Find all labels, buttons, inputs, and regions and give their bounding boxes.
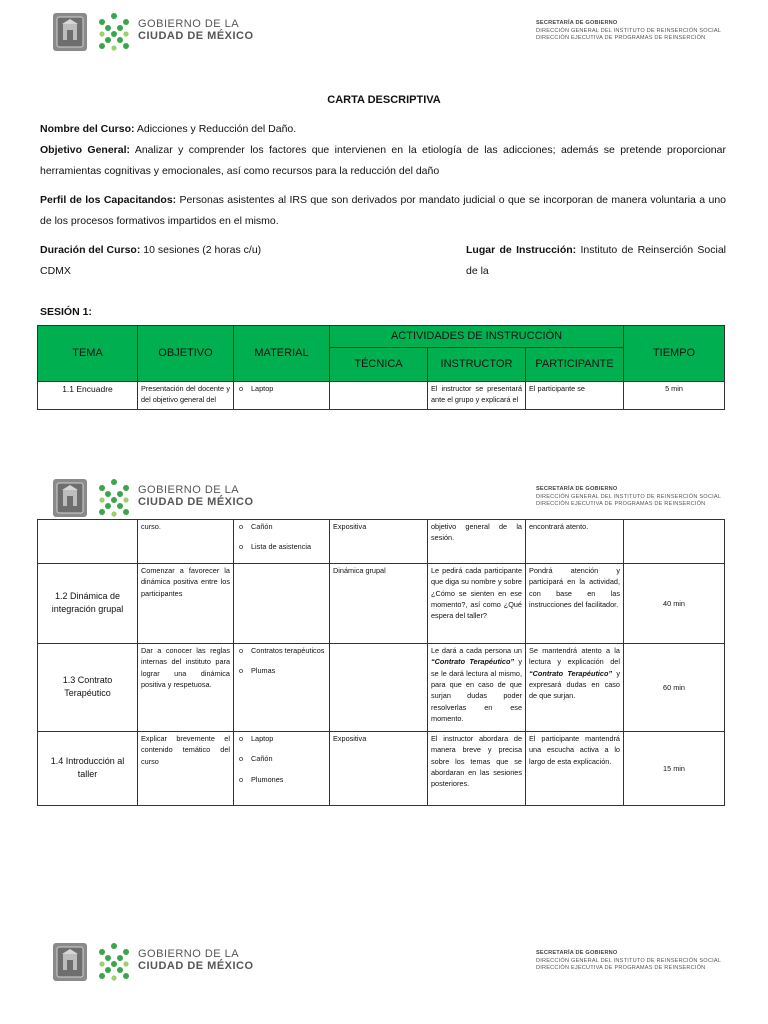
cell-tiempo (624, 520, 725, 564)
material-item: o Contratos terapéuticos (251, 645, 326, 656)
secretaria-block: SECRETARÍA DE GOBIERNO DIRECCIÓN GENERAL DEL INSTITUTO DE REINSERCIÓN SOCIAL DIRECCIÓN EJECUTIVA DE PROGRAMAS DE REINSERCIÓN (536, 950, 722, 972)
cell-objetivo: Presentación del docente y del objetivo general del (138, 382, 234, 410)
location-label: Lugar de Instrucción: (466, 244, 577, 256)
header-participante: PARTICIPANTE (526, 348, 624, 382)
cell-instructor: El instructor se presentará ante el grupo y explicará el (428, 382, 526, 410)
course-name-label: Nombre del Curso: (40, 123, 135, 135)
material-item: o Cañón (251, 521, 326, 532)
cell-material (234, 731, 330, 805)
table-row (38, 520, 725, 564)
cell-tiempo: 40 min (624, 563, 725, 643)
material-item: o Cañón (251, 753, 326, 764)
header-objetivo: OBJETIVO (138, 326, 234, 382)
cell-instructor: El instructor abordara de manera breve y precisa sobre los temas que se abordaran en las sesiones posteriores. (428, 731, 526, 805)
session-table (37, 325, 725, 410)
cell-tema: 1.2 Dinámica de integración grupal (38, 563, 138, 643)
header-tiempo: TIEMPO (624, 326, 725, 382)
cell-tema: 1.3 Contrato Terapéutico (38, 643, 138, 731)
table-row (38, 563, 725, 643)
location-continuation: CDMX (40, 265, 71, 277)
header-instructor: INSTRUCTOR (428, 348, 526, 382)
cell-participante: El participante se (526, 382, 624, 410)
duration-label: Duración del Curso: (40, 244, 141, 256)
cell-instructor: objetivo general de la sesión. (428, 520, 526, 564)
general-objective-label: Objetivo General: (40, 144, 130, 156)
cell-objetivo: Dar a conocer las reglas internas del instituto para lograr una dinámica positiva y respetuosa. (138, 643, 234, 731)
cell-participante: Pondrá atención y participará en la actividad, con base en las instrucciones del facilitador. (526, 563, 624, 643)
page-header (0, 942, 768, 1002)
trainee-profile (40, 190, 726, 232)
gobierno-cdmx-wordmark: GOBIERNO DE LA CIUDAD DE MÉXICO (138, 948, 254, 972)
table-row (38, 731, 725, 805)
cell-tema: 1.1 Encuadre (38, 382, 138, 410)
trainee-profile-label: Perfil de los Capacitandos: (40, 194, 177, 206)
header-tema: TEMA (38, 326, 138, 382)
cell-material (234, 643, 330, 731)
course-name-line (40, 119, 726, 140)
material-item: o Lista de asistencia (251, 541, 326, 552)
cell-material (234, 382, 330, 410)
cell-material (234, 563, 330, 643)
location-value: Instituto de Reinserción Social de la (466, 244, 726, 277)
cell-tecnica (330, 643, 428, 731)
participant-text: Se mantendrá atento a la lectura y explicación del (529, 645, 620, 667)
cell-tiempo: 5 min (624, 382, 725, 410)
cell-objetivo: Comenzar a favorecer la dinámica positiva entre los participantes (138, 563, 234, 643)
session-heading: SESIÓN 1: (40, 306, 92, 318)
material-item: o Laptop (251, 383, 326, 394)
header-material: MATERIAL (234, 326, 330, 382)
material-item: o Laptop (251, 733, 326, 744)
cdmx-x-logo-icon (96, 942, 132, 982)
cell-participante: encontrará atento. (526, 520, 624, 564)
contract-emphasis: “Contrato Terapéutico” (431, 657, 515, 667)
material-item: o Plumas (251, 665, 326, 676)
cell-objetivo: Explicar brevemente el contenido temático del curso (138, 731, 234, 805)
header-tecnica: TÉCNICA (330, 348, 428, 382)
table-row (38, 643, 725, 731)
trainee-profile-value: Personas asistentes al IRS que son derivados por mandato judicial o que se incorporan de manera voluntaria a uno de los procesos formativos impartidos en el mismo. (40, 194, 726, 227)
cdmx-x-logo-icon (96, 12, 132, 52)
secretaria-block: SECRETARÍA DE GOBIERNO DIRECCIÓN GENERAL DEL INSTITUTO DE REINSERCIÓN SOCIAL DIRECCIÓN EJECUTIVA DE PROGRAMAS DE REINSERCIÓN (536, 20, 722, 42)
cell-participante: El participante mantendrá una escucha activa a lo largo de esta explicación. (526, 731, 624, 805)
participant-text: y expresará dudas en caso de que surjan. (529, 668, 620, 701)
cdmx-shield-icon (52, 12, 88, 52)
cell-tiempo: 60 min (624, 643, 725, 731)
instructor-text: y se le dará lectura al mismo, para que en caso de que surjan dudas poder resolverlas en ese momento. (431, 657, 522, 724)
gobierno-cdmx-wordmark: GOBIERNO DE LA CIUDAD DE MÉXICO (138, 18, 254, 42)
cell-tema: 1.4 Introducción al taller (38, 731, 138, 805)
cell-tema (38, 520, 138, 564)
cell-instructor: Le pedirá cada participante que diga su nombre y sobre ¿Cómo se sienten en ese momento?, así como ¿Qué espera del taller? (428, 563, 526, 643)
cdmx-x-logo-icon (96, 478, 132, 518)
course-name-value: Adicciones y Reducción del Daño. (134, 123, 297, 135)
gobierno-cdmx-wordmark: GOBIERNO DE LA CIUDAD DE MÉXICO (138, 484, 254, 508)
general-objective (40, 140, 726, 182)
cdmx-shield-icon (52, 478, 88, 518)
table-row (38, 382, 725, 410)
cell-instructor (428, 643, 526, 731)
cell-tecnica: Expositiva (330, 731, 428, 805)
general-objective-value: Analizar y comprender los factores que intervienen en la etiología de las adicciones; además se pretende proporcionar herramientas cognitivas y emocionales, así como recursos para la reducción del daño (40, 144, 726, 177)
cell-objetivo: curso. (138, 520, 234, 564)
header-actividades: ACTIVIDADES DE INSTRUCCIÓN (330, 326, 624, 348)
document-title: CARTA DESCRIPTIVA (327, 94, 441, 106)
page-header (0, 12, 768, 72)
instructor-text: Le dará a cada persona un (431, 645, 522, 655)
cdmx-shield-icon (52, 942, 88, 982)
session-table-continued (37, 519, 725, 806)
duration-value: 10 sesiones (2 horas c/u) (140, 244, 262, 256)
cell-tecnica: Dinámica grupal (330, 563, 428, 643)
cell-tiempo: 15 min (624, 731, 725, 805)
cell-tecnica (330, 382, 428, 410)
material-item: o Plumones (251, 774, 326, 785)
cell-material (234, 520, 330, 564)
secretaria-block: SECRETARÍA DE GOBIERNO DIRECCIÓN GENERAL DEL INSTITUTO DE REINSERCIÓN SOCIAL DIRECCIÓN EJECUTIVA DE PROGRAMAS DE REINSERCIÓN (536, 486, 722, 508)
cell-tecnica: Expositiva (330, 520, 428, 564)
contract-emphasis: “Contrato Terapéutico” (529, 668, 613, 678)
cell-participante (526, 643, 624, 731)
